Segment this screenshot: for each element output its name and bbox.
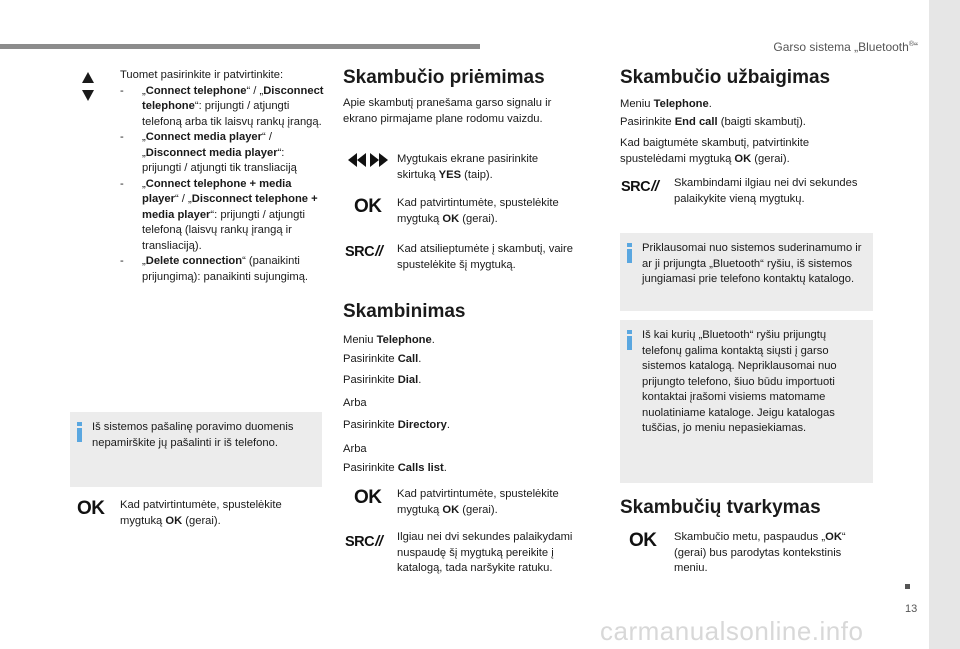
ok-instruction: Kad patvirtintumėte, spustelėkite mygtuką OK (gerai). (120, 499, 282, 527)
receive-step-1: Mygtukais ekrane pasirinkite skirtuką YES (taip). (397, 153, 539, 181)
side-strip (929, 0, 960, 649)
end-step: Kad baigtumėte skambutį, patvirtinkite spustelėdami mygtuką OK (gerai). (620, 137, 810, 165)
call-step: Pasirinkite Dial. (343, 374, 422, 386)
heading-end: Skambučio užbaigimas (620, 67, 831, 88)
info-icon (627, 330, 632, 350)
ok-icon: OK (629, 530, 657, 551)
info-box: Iš kai kurių „Bluetooth“ ryšiu prijungtų telefonų galima kontaktą siųsti į garso sistemos katalogą. Nepriklausomai nuo prijungto telefono, šiuo būdu importuoti kontaktai įrašomi visiems matomame nuolatiniame kataloge. Jeigu katalogas tuščias, jo meniu nepasiekiamas. (620, 320, 873, 483)
connection-options-list (120, 68, 325, 285)
end-tip: Skambindami ilgiau nei dvi sekundes palaikykite vieną mygtukų. (674, 177, 858, 205)
intro-text: Tuomet pasirinkite ir patvirtinkite: (120, 69, 284, 81)
ok-icon: OK (77, 498, 105, 519)
header-rule (0, 44, 480, 49)
call-step: Pasirinkite Directory. (343, 419, 450, 431)
info-box: Priklausomai nuo sistemos suderinamumo ir ar ji prijungta „Bluetooth“ ryšiu, iš sistemos jungiamasi prie telefono kontaktų katalogo. (620, 233, 873, 311)
up-down-arrows-icon (82, 72, 98, 101)
page-number: 13 (905, 603, 918, 615)
list-item: - „Connect telephone + media player“ / „Disconnect telephone + media player“: prijungti / atjungti telefoną (laisvų rankų įrangą ir transliaciją). (120, 177, 318, 252)
list-item: - „Connect media player“ / „Disconnect media player“: prijungti / atjungti tik transliaciją (120, 131, 297, 174)
src-steering-icon: SRC// (345, 243, 383, 260)
src-steering-icon: SRC// (345, 533, 383, 550)
call-directory-tip: Ilgiau nei dvi sekundes palaikydami nuspaudę šį mygtuką pereikite į katalogą, tada naršykite ratuku. (397, 531, 573, 574)
section-title: Garso sistema „Bluetooth®“ (773, 40, 918, 54)
skip-arrows-icon (348, 153, 388, 167)
call-confirm: Kad patvirtintumėte, spustelėkite mygtuką OK (gerai). (397, 488, 559, 516)
list-item: - „Connect telephone“ / „Disconnect telephone“: prijungti / atjungti telefoną arba tik laisvų rankų įrangą. (120, 84, 324, 128)
heading-manage: Skambučių tvarkymas (620, 497, 821, 518)
info-icon (77, 422, 82, 442)
ok-icon: OK (354, 196, 382, 217)
receive-intro: Apie skambutį pranešama garso signalu ir ekrano pirmajame plane rodomu vaizdu. (343, 97, 552, 125)
call-or: Arba (343, 397, 367, 409)
call-step: Meniu Telephone. (343, 334, 435, 346)
end-step: Meniu Telephone. (620, 98, 712, 110)
watermark: carmanualsonline.info (600, 616, 864, 646)
info-box: Iš sistemos pašalinę poravimo duomenis nepamirškite jų pašalinti ir iš telefono. (70, 412, 322, 487)
end-step: Pasirinkite End call (baigti skambutį). (620, 116, 806, 128)
heading-receive: Skambučio priėmimas (343, 67, 545, 88)
info-icon (627, 243, 632, 263)
list-item: - „Delete connection“ (panaikinti prijungimą): panaikinti sujungimą. (120, 255, 309, 283)
ok-icon: OK (354, 487, 382, 508)
page-marker (905, 584, 910, 589)
src-steering-icon: SRC// (621, 178, 659, 195)
manage-text: Skambučio metu, paspaudus „OK“ (gerai) bus parodytas kontekstinis meniu. (674, 531, 846, 574)
heading-call: Skambinimas (343, 301, 466, 322)
call-step: Pasirinkite Call. (343, 353, 422, 365)
call-step: Pasirinkite Calls list. (343, 462, 447, 474)
receive-step-2: Kad patvirtintumėte, spustelėkite mygtuką OK (gerai). (397, 197, 559, 225)
call-or: Arba (343, 443, 367, 455)
receive-step-3: Kad atsilieptumėte į skambutį, vaire spustelėkite šį mygtuką. (397, 243, 573, 271)
